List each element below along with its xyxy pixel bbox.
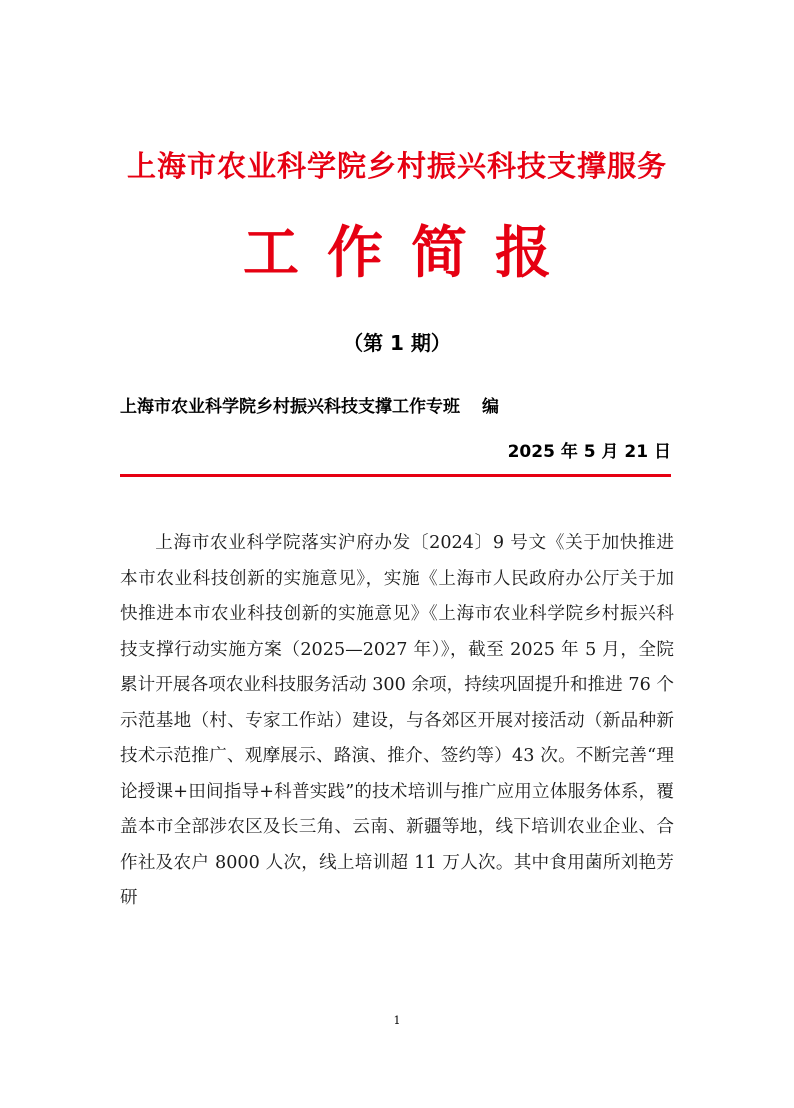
issue-number: （第 1 期）: [343, 331, 451, 355]
editor-line: [120, 394, 680, 420]
editor-unit: 上海市农业科学院乡村振兴科技支撑工作专班: [120, 397, 460, 417]
body-paragraph: 上海市农业科学院落实沪府办发〔2024〕9 号文《关于加快推进本市农业科技创新的实施意见》，实施《上海市人民政府办公厅关于加快推进本市农业科技创新的实施意见》《上海市农业科学院乡村振兴科技支撑行动实施方案（2025—2027 年）》，截至 2025 年 5 月，全院累计开展各项农业科技服务活动 300 余项，持续巩固提升和推进 76 个示范基地（村、专家工作站）建设，与各郊区开展对接活动（新品种新技术示范推广、观摩展示、路演、推介、签约等）43 次。不断完善“理论授课+田间指导+科普实践”的技术培训与推广应用立体服务体系，覆盖本市全部涉农区及长三角、云南、新疆等地，线下培训农业企业、合作社及农户 8000 人次，线上培训超 11 万人次。其中食用菌所刘艳芳研: [120, 533, 674, 908]
bulletin-title: [0, 216, 794, 292]
organization-title: 上海市农业科学院乡村振兴科技支撑服务: [126, 149, 667, 183]
red-divider-line: [120, 474, 671, 477]
editor-mark: 编: [482, 397, 499, 417]
bulletin-title-char: 报: [495, 221, 551, 286]
bulletin-title-char: 工: [243, 221, 299, 286]
bulletin-title-char: 作: [327, 221, 383, 286]
page-number: 1: [393, 1014, 401, 1027]
bulletin-title-char: 简: [411, 221, 467, 286]
publish-date: 2025 年 5 月 21 日: [507, 442, 671, 462]
